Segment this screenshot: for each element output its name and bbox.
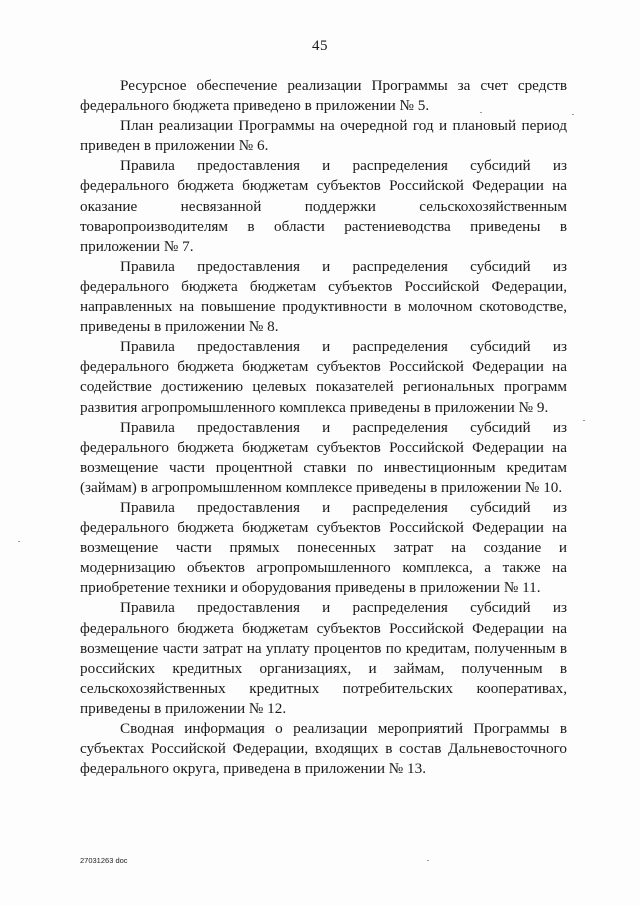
document-footer-code: 27031263 doc: [80, 856, 128, 865]
scan-speck: [572, 114, 574, 115]
paragraph-rules-appendix-11: Правила предоставления и распределения субсидий из федерального бюджета бюджетам субъектов Российской Федерации на возмещение части прямых понесенных затрат на создание и модернизацию объектов агропромышленного комплекса, а также на приобретение техники и оборудования приведены в приложении № 11.: [80, 498, 567, 597]
scan-speck: [480, 112, 482, 113]
paragraph-rules-appendix-12: Правила предоставления и распределения субсидий из федерального бюджета бюджетам субъектов Российской Федерации на возмещение части затрат на уплату процентов по кредитам, полученным в российских кредитных организациях, и займам, полученным в сельскохозяйственных кредитных потребительских кооперативах, приведены в приложении № 12.: [80, 599, 567, 717]
paragraph-summary-appendix-13: Сводная информация о реализации мероприятий Программы в субъектах Российской Федерации, входящих в состав Дальневосточного федерального округа, приведена в приложении № 13.: [80, 720, 567, 778]
page-number: 45: [312, 38, 328, 54]
scan-speck: [18, 541, 20, 542]
paragraph-rules-appendix-7: Правила предоставления и распределения субсидий из федерального бюджета бюджетам субъектов Российской Федерации на оказание несвязанной поддержки сельскохозяйственным товаропроизводителям в области растениеводства приведены в приложении № 7.: [80, 157, 567, 255]
paragraph-rules-appendix-9: Правила предоставления и распределения субсидий из федерального бюджета бюджетам субъектов Российской Федерации на содействие достижению целевых показателей региональных программ развития агропромышленного комплекса приведены в приложении № 9.: [80, 338, 567, 416]
paragraph-implementation-plan: План реализации Программы на очередной год и плановый период приведен в приложении № 6.: [80, 117, 567, 155]
scan-speck: [583, 420, 585, 421]
document-body: [80, 76, 567, 779]
scan-speck: [427, 860, 429, 861]
paragraph-rules-appendix-10: Правила предоставления и распределения субсидий из федерального бюджета бюджетам субъектов Российской Федерации на возмещение части процентной ставки по инвестиционным кредитам (займам) в агропромышленном комплексе приведены в приложении № 10.: [80, 418, 567, 496]
paragraph-rules-appendix-8: Правила предоставления и распределения субсидий из федерального бюджета бюджетам субъектов Российской Федерации, направленных на повышение продуктивности в молочном скотоводстве, приведены в приложении № 8.: [80, 257, 567, 336]
paragraph-resource-provision: Ресурсное обеспечение реализации Программы за счет средств федерального бюджета приведено в приложении № 5.: [80, 77, 567, 115]
